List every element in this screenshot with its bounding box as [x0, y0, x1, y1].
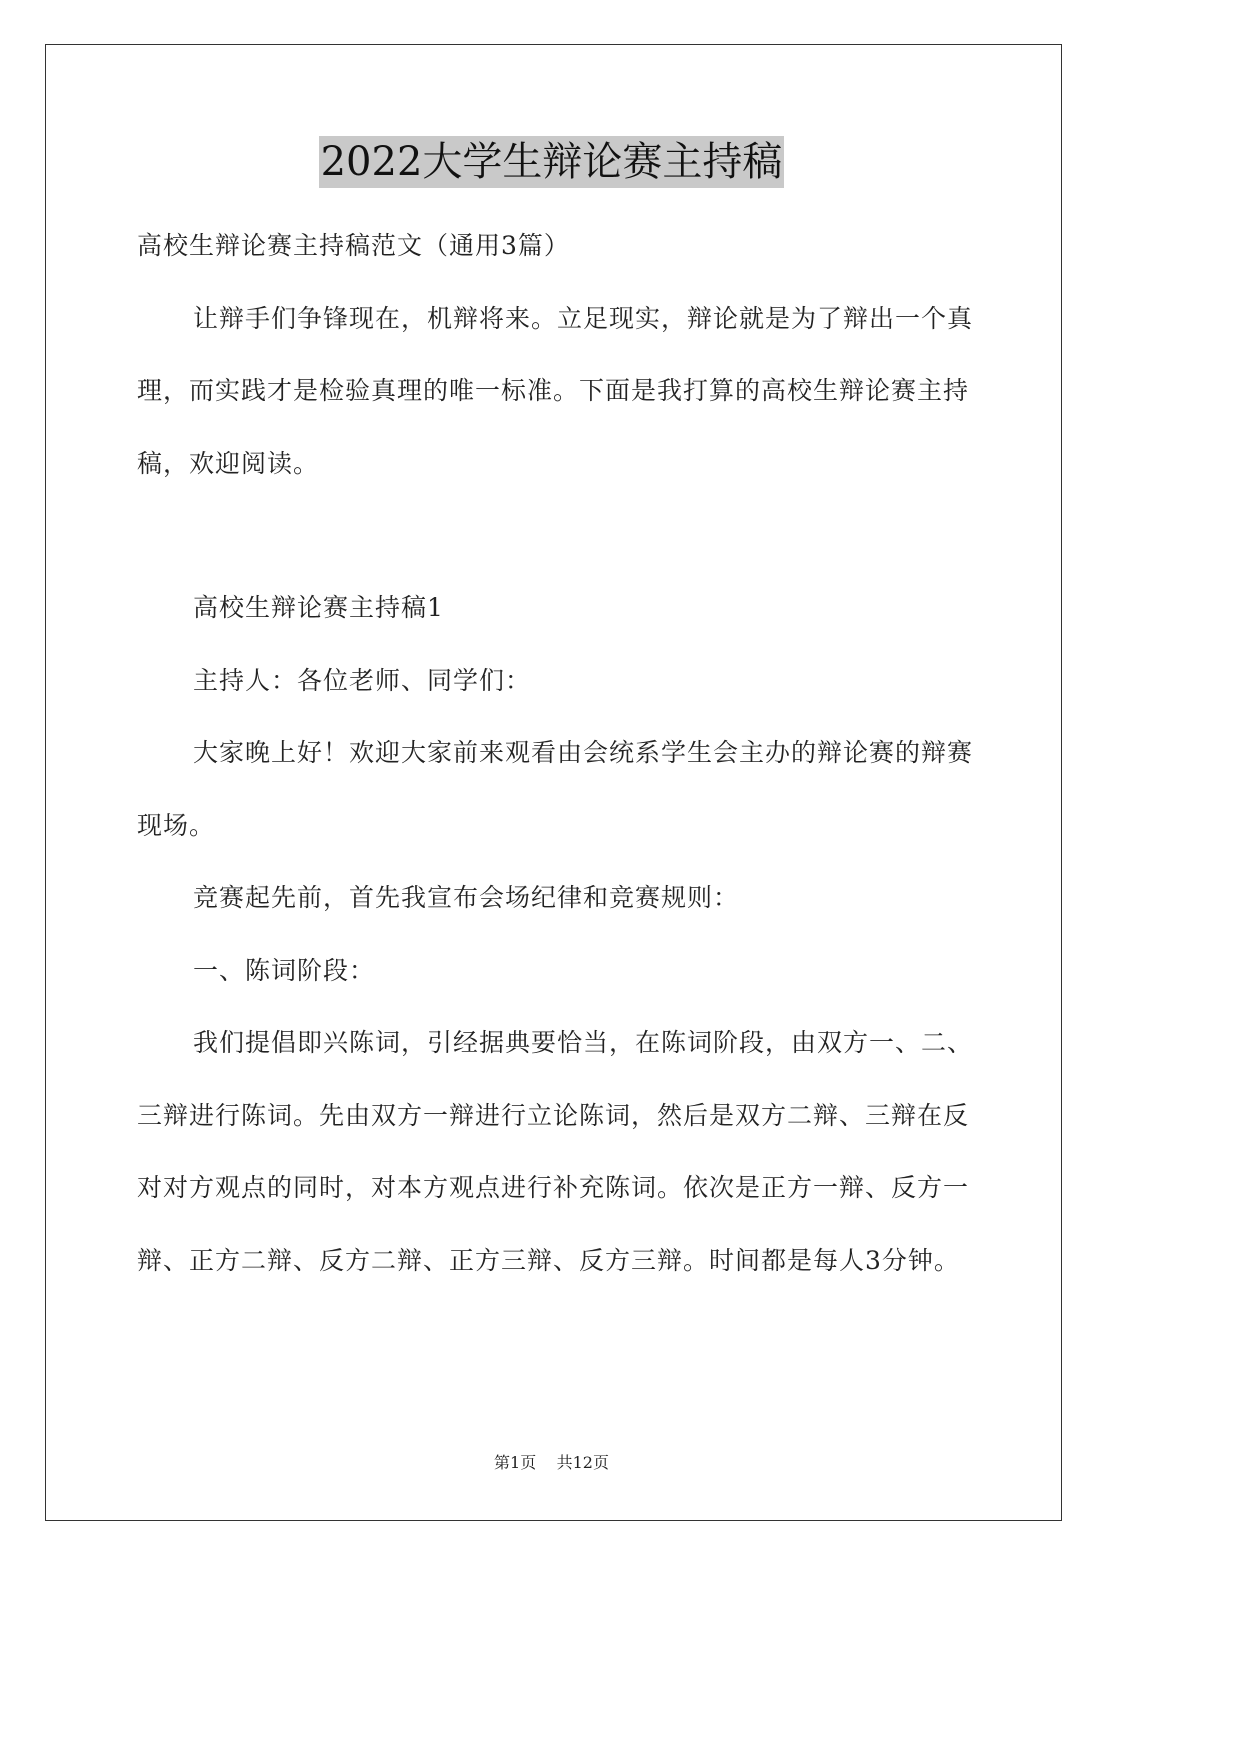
footer-spacer: [536, 1453, 556, 1472]
document-subtitle: 高校生辩论赛主持稿范文（通用3篇）: [137, 231, 570, 260]
paragraph-stage-heading: 一、陈词阶段：: [193, 955, 376, 985]
document-body: [137, 210, 975, 1297]
page-footer: [0, 1451, 1103, 1475]
page-number: 第1页: [494, 1453, 537, 1472]
section-heading: 高校生辩论赛主持稿1: [193, 593, 444, 622]
page-total: 共12页: [556, 1453, 609, 1472]
paragraph-welcome: 大家晚上好！欢迎大家前来观看由会统系学生会主办的辩论赛的辩赛现场。: [137, 738, 974, 840]
intro-paragraph: 让辩手们争锋现在，机辩将来。立足现实，辩论就是为了辩出一个真理，而实践才是检验真理的唯一标准。下面是我打算的高校生辩论赛主持稿，欢迎阅读。: [137, 303, 974, 478]
section-gap: [137, 500, 975, 572]
document-title: 2022大学生辩论赛主持稿: [319, 136, 785, 188]
paragraph-stage-rules: 我们提倡即兴陈词，引经据典要恰当，在陈词阶段，由双方一、二、三辩进行陈词。先由双方一辩进行立论陈词，然后是双方二辩、三辩在反对对方观点的同时，对本方观点进行补充陈词。依次是正方一辩、反方一辩、正方二辩、反方二辩、正方三辩、反方三辩。时间都是每人3分钟。: [137, 1028, 974, 1275]
paragraph-host-greeting: 主持人：各位老师、同学们：: [193, 665, 532, 695]
title-container: [0, 136, 1103, 188]
paragraph-rules-intro: 竞赛起先前，首先我宣布会场纪律和竞赛规则：: [193, 883, 740, 912]
